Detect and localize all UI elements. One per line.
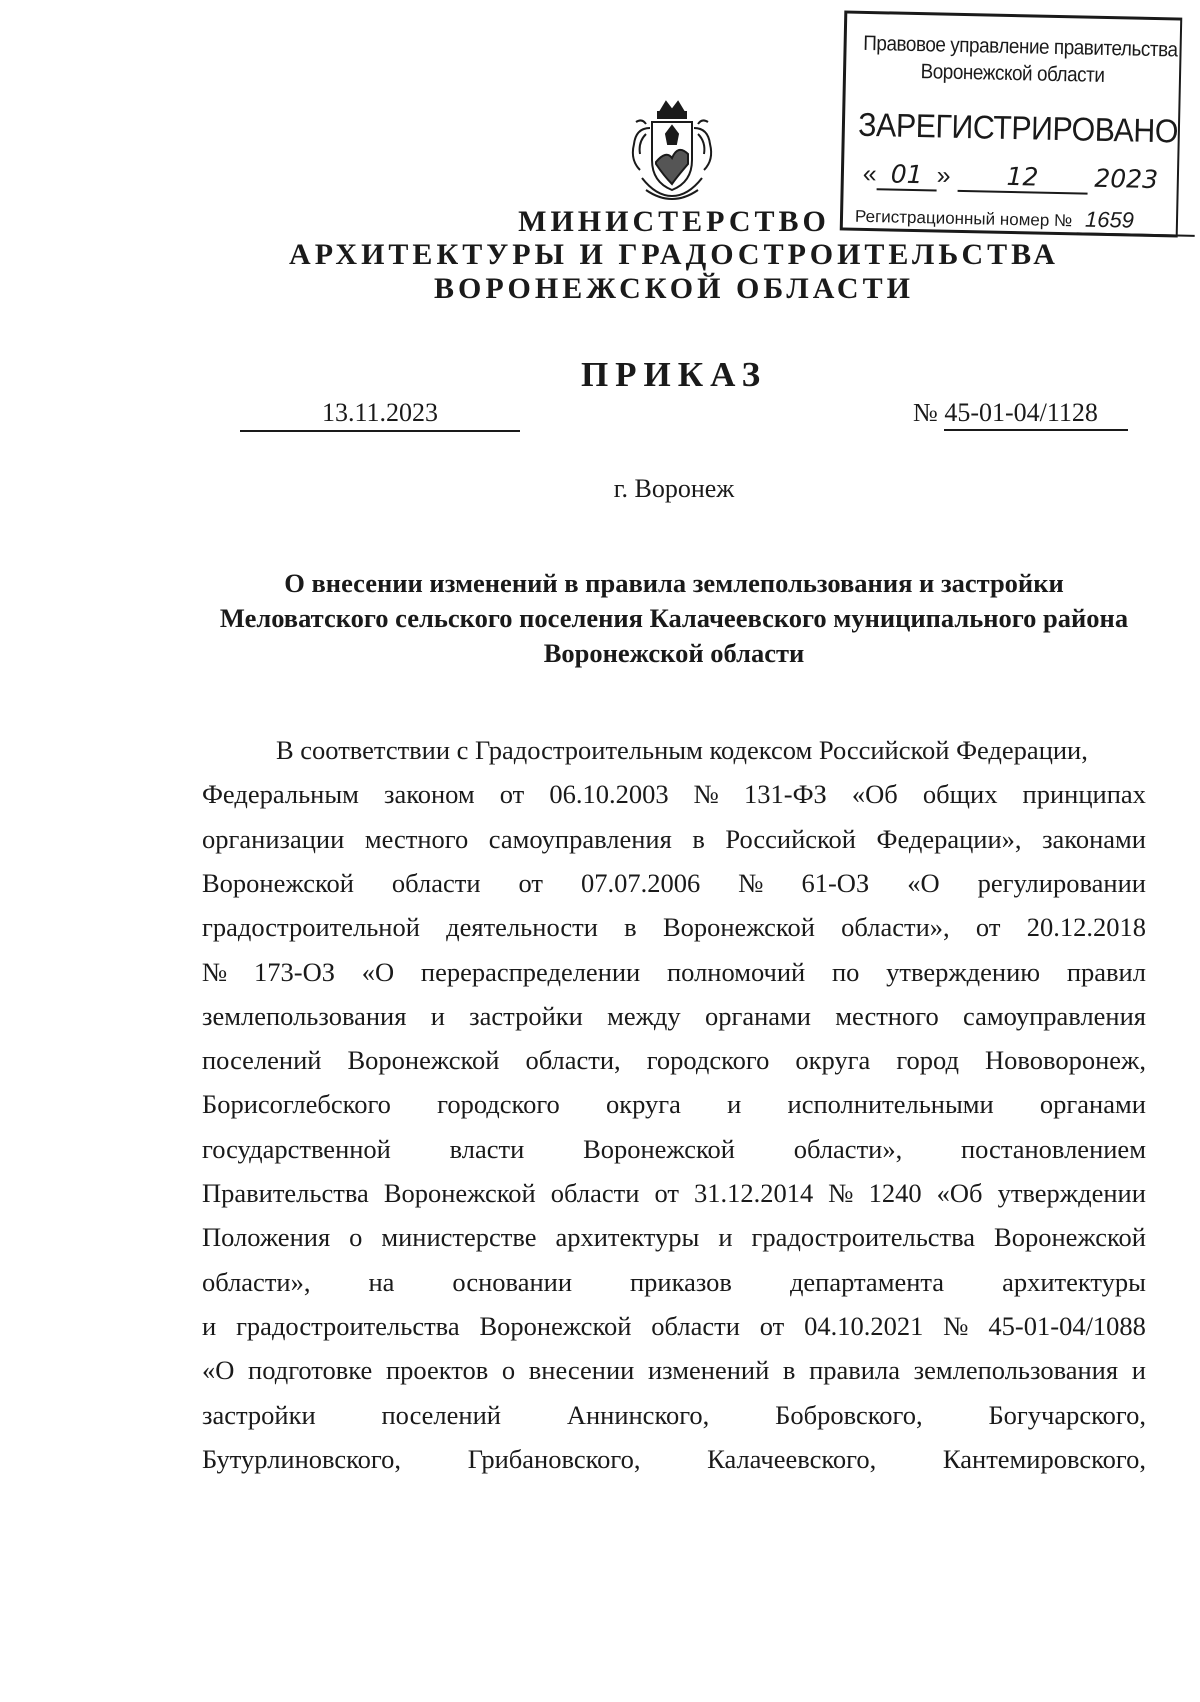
- org-name-line3: ВОРОНЕЖСКОЙ ОБЛАСТИ: [434, 272, 914, 305]
- body-line: поселений Воронежской области, городского округа город Нововоронеж,: [202, 1045, 1146, 1076]
- stamp-date-year: 2023: [1094, 163, 1159, 195]
- body-line: Федеральным законом от 06.10.2003 № 131-ФЗ «Об общих принципах: [202, 779, 1146, 810]
- body-line: застройки поселений Аннинского, Бобровского, Богучарского,: [202, 1399, 1146, 1430]
- body-line: области», на основании приказов департамента архитектуры: [202, 1266, 1146, 1297]
- stamp-org-line1: Правовое управление правительства: [863, 31, 1178, 62]
- body-line: государственной власти Воронежской области», постановлением: [202, 1133, 1146, 1164]
- stamp-date-close-quote: »: [936, 161, 951, 190]
- document-number: [913, 398, 1128, 428]
- body-line: Воронежской области от 07.07.2006 № 61-ОЗ «О регулировании: [202, 867, 1146, 898]
- document-number-label: №: [913, 398, 938, 427]
- registration-stamp: [840, 10, 1183, 237]
- body-line: В соответствии с Градостроительным кодексом Российской Федерации,: [276, 735, 1088, 765]
- body-line: Положения о министерстве архитектуры и градостроительства Воронежской: [202, 1222, 1146, 1253]
- stamp-date-day: 01: [876, 159, 937, 191]
- stamp-date: [844, 159, 1178, 197]
- stamp-date-month: 12: [957, 161, 1088, 195]
- stamp-registered-label: ЗАРЕГИСТРИРОВАНО: [857, 105, 1179, 150]
- body-line: организации местного самоуправления в Российской Федерации», законами: [202, 823, 1146, 854]
- body-line: градостроительной деятельности в Воронежской области», от 20.12.2018: [202, 912, 1146, 943]
- stamp-org-line2: Воронежской области: [920, 60, 1105, 87]
- body-line: Правительства Воронежской области от 31.12.2014 № 1240 «Об утверждении: [202, 1178, 1146, 1208]
- body-line: землепользования и застройки между органами местного самоуправления: [202, 1000, 1146, 1031]
- body-line: Борисоглебского городского округа и исполнительными органами: [202, 1089, 1146, 1120]
- body-line: и градостроительства Воронежской области от 04.10.2021 № 45-01-04/1088: [202, 1310, 1146, 1341]
- stamp-reg-number-value: 1659: [1077, 206, 1196, 236]
- stamp-date-open-quote: «: [862, 159, 877, 189]
- body-line: «О подготовке проектов о внесении изменений в правила землепользования и: [202, 1355, 1146, 1386]
- document-city: г. Воронеж: [613, 474, 735, 503]
- document-type: ПРИКАЗ: [580, 355, 768, 394]
- org-name-line2: АРХИТЕКТУРЫ И ГРАДОСТРОИТЕЛЬСТВА: [289, 238, 1059, 271]
- body-line: № 173-ОЗ «О перераспределении полномочий по утверждению правил: [202, 956, 1146, 987]
- document-subject: О внесении изменений в правила землепользования и застройки Меловатского сельского поселения Калачеевского муниципального района Воронежской области: [219, 568, 1129, 668]
- body-line: Бутурлиновского, Грибановского, Калачеевского, Кантемировского,: [202, 1443, 1146, 1474]
- document-date: 13.11.2023: [240, 398, 520, 432]
- org-name-line1: МИНИСТЕРСТВО: [518, 205, 830, 238]
- voronezh-coat-of-arms-icon: [626, 98, 718, 210]
- document-number-value: 45-01-04/1128: [944, 398, 1128, 431]
- stamp-reg-number-label: Регистрационный номер №: [854, 206, 1073, 231]
